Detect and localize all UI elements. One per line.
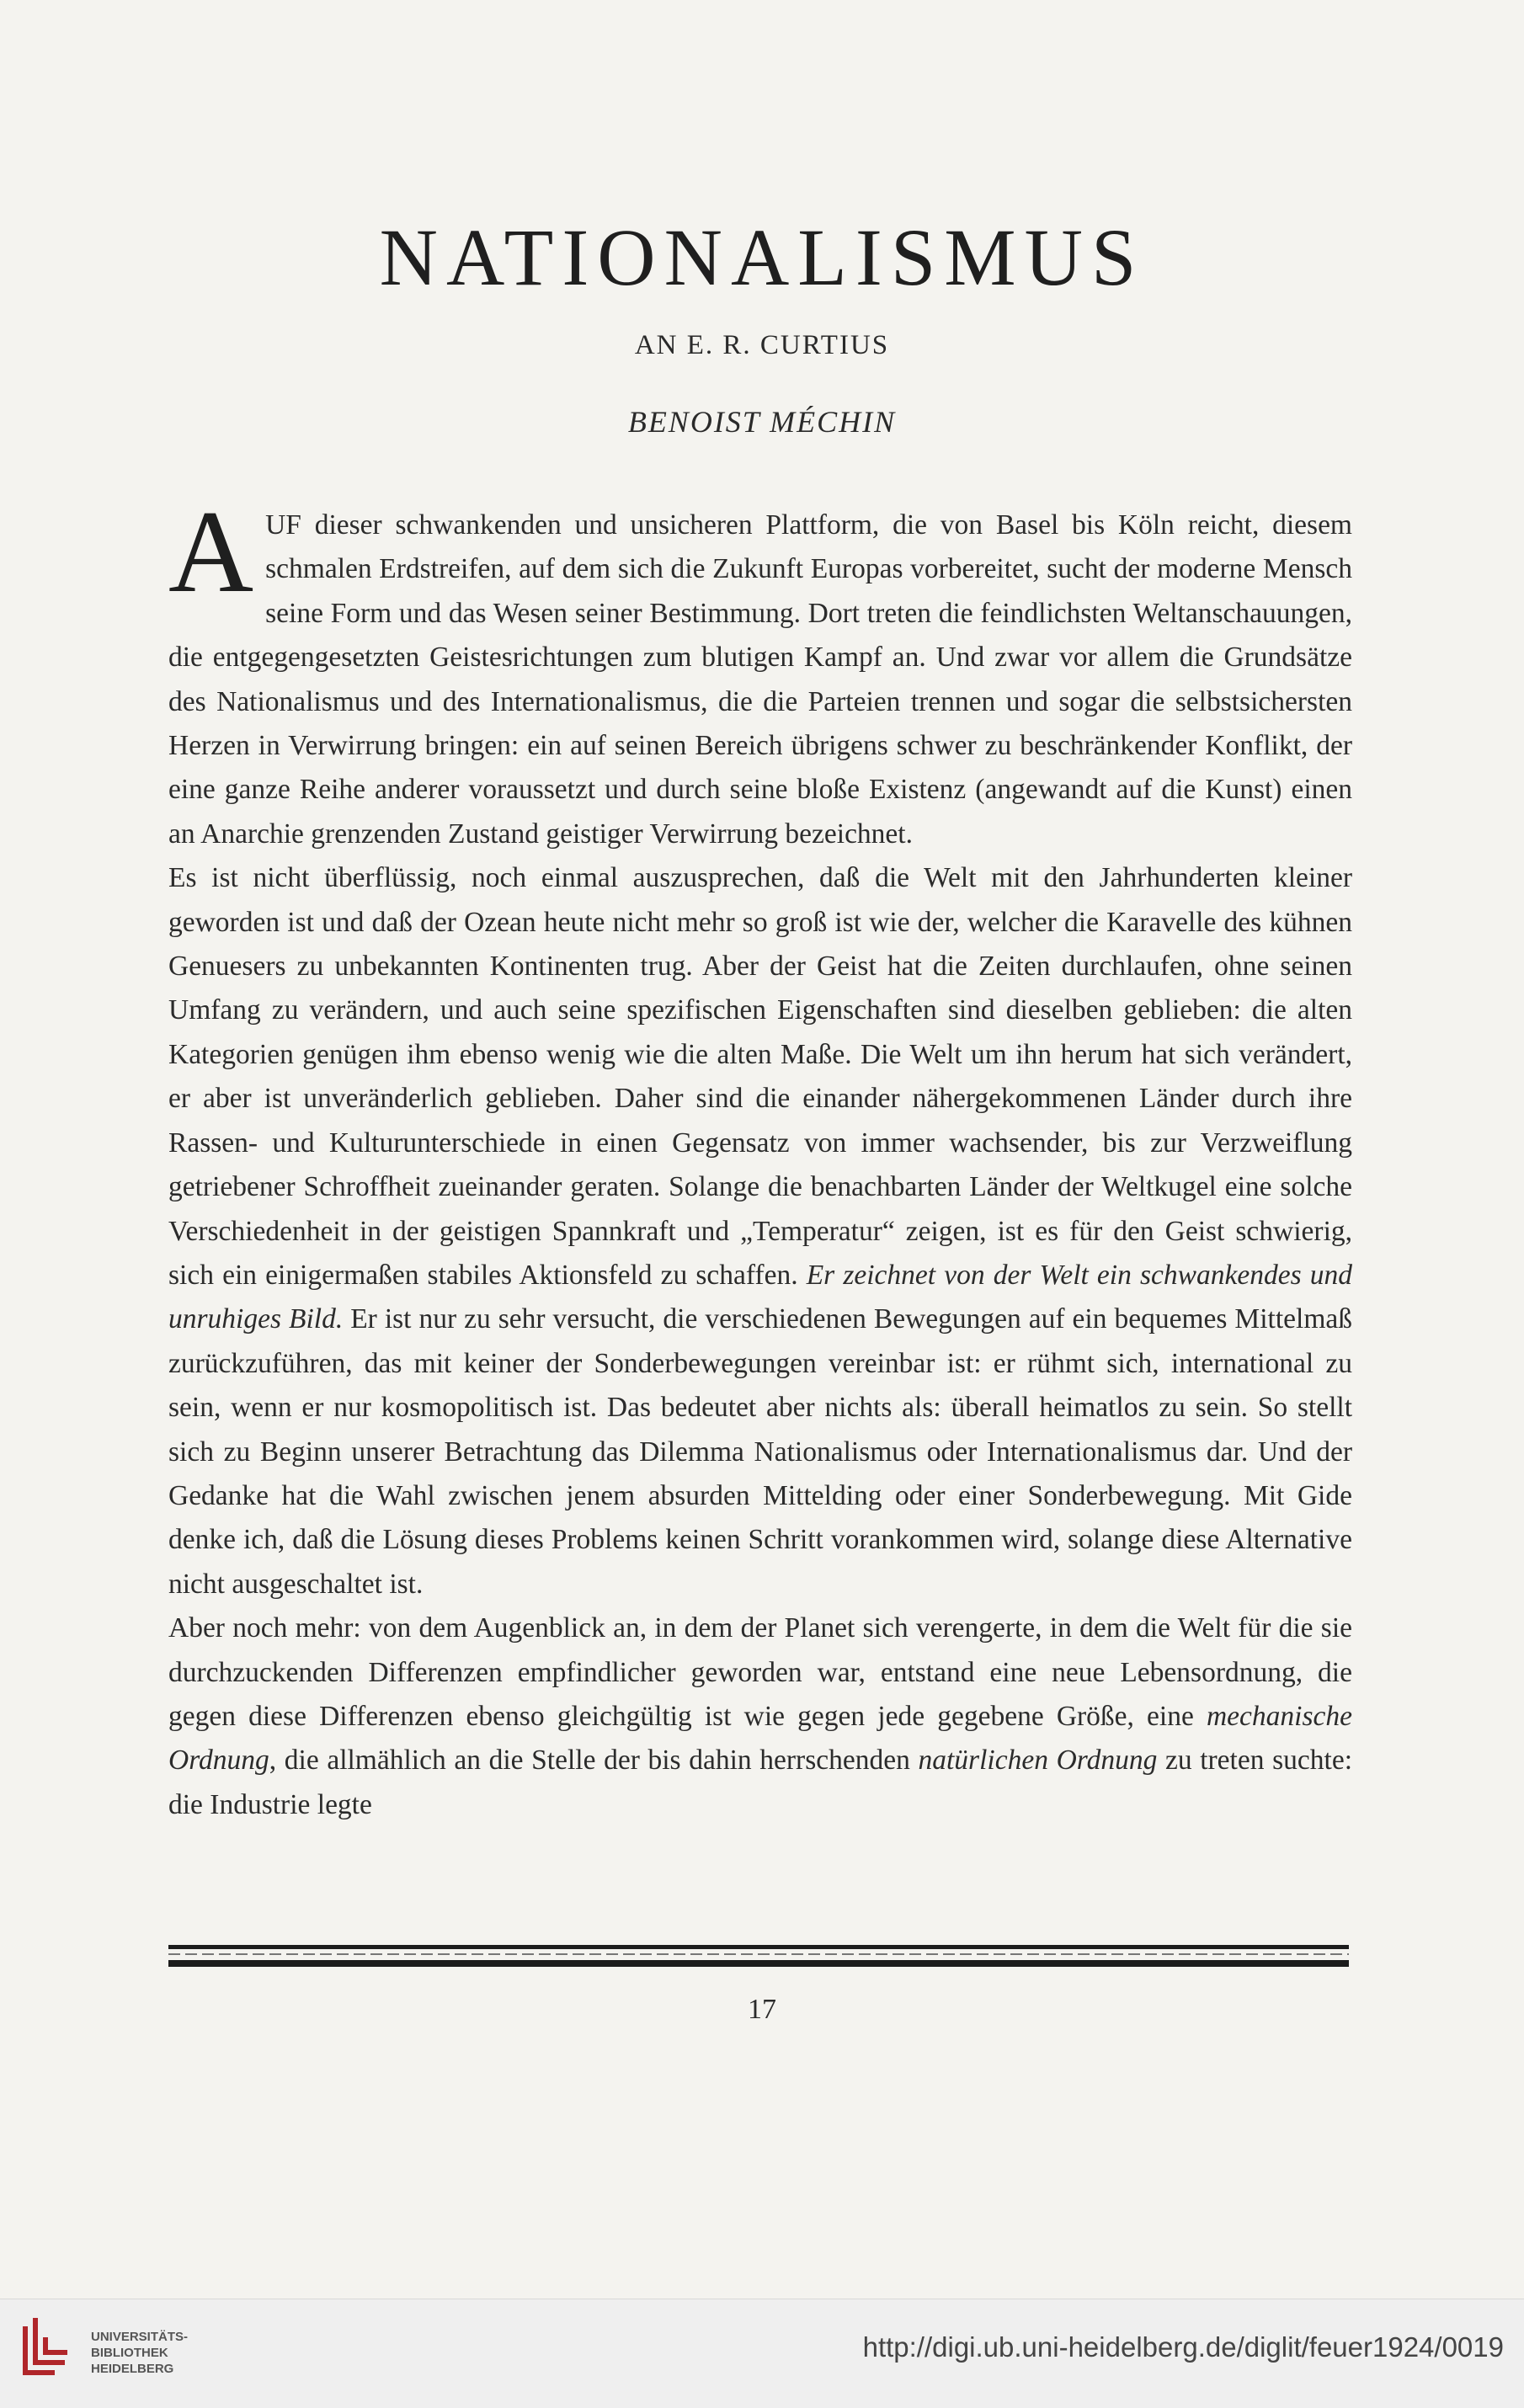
library-name-line: BIBLIOTHEK (91, 2346, 168, 2360)
dedication: AN E. R. CURTIUS (634, 330, 890, 360)
italic-text: Er zeichnet von der Welt ein schwankendes und unruhiges Bild. (168, 1259, 1352, 1335)
library-name-line: UNIVERSITÄTS- (91, 2330, 189, 2344)
paragraph (168, 1606, 1352, 1827)
italic-text: natürlichen Ordnung (918, 1745, 1158, 1777)
paragraph-text: , die allmählich an die Stelle der bis dahin herrschenden (269, 1745, 919, 1777)
source-url-link[interactable]: http://digi.ub.uni-heidelberg.de/diglit/feuer1924/0019 (862, 2331, 1504, 2363)
paragraph-text: Er ist nur zu sehr versucht, die verschiedenen Bewegungen auf ein bequemes Mittelmaß zurückzuführen, das mit keiner der Sonderbewegungen vereinbar ist: er rühmt sich, international zu sein, wenn er nur kosmopolitisch ist. Das bedeutet aber nichts als: überall heimatlos zu sein. So stellt sich zu Beginn unserer Betrachtung das Dilemma Nationalismus oder Internationalismus dar. Und der Gedanke hat die Wahl zwischen jenem absurden Mittelding oder einer Sonderbewegung. Mit Gide denke ich, daß die Lösung dieses Problems keinen Schritt vorankommen wird, solange diese Alternative nicht ausgeschaltet ist. (168, 1303, 1352, 1600)
paragraph-text: Aber noch mehr: von dem Augenblick an, in dem der Planet sich verengerte, in dem die Welt für die sie durchzuckenden Differenzen empfindlicher geworden war, entstand eine neue Lebensordnung, die gegen diese Differenzen ebenso gleichgültig ist wie gegen jede gegebene Größe, eine (168, 1612, 1352, 1732)
article-title: NATIONALISMUS (379, 212, 1145, 302)
paragraph-text: Es ist nicht überflüssig, noch einmal auszusprechen, daß die Welt mit den Jahrhunderten kleiner geworden ist und daß der Ozean heute nicht mehr so groß ist wie der, welcher die Karavelle des kühnen Genuesers zu unbekannten Kontinenten trug. Aber der Geist hat die Zeiten durchlaufen, ohne seinen Umfang zu verändern, und auch seine spezifischen Eigenschaften sind dieselben geblieben: die alten Kategorien genügen ihm ebenso wenig wie die alten Maße. Die Welt um ihn herum hat sich verändert, er aber ist unveränderlich geblieben. Daher sind die einander nähergekommenen Länder durch ihre Rassen- und Kulturunterschiede in einen Gegensatz von immer wachsender, bis zur Verzweiflung getriebener Schroffheit zueinander geraten. Solange die benachbarten Länder der Weltkugel eine solche Verschiedenheit in der geistigen Spannkraft und „Temperatur“ zeigen, ist es für den Geist schwierig, sich ein einigermaßen stabiles Aktionsfeld zu schaffen. (168, 862, 1352, 1291)
library-name-line: HEIDELBERG (91, 2362, 174, 2376)
paragraph-text: zu treten suchte: die Industrie legte (168, 1745, 1352, 1820)
article-body (168, 487, 1352, 1827)
footer-rule-thick (168, 1960, 1349, 1967)
paragraph-text: UF dieser schwankenden und unsicheren Plattform, die von Basel bis Köln reicht, diesem schmalen Erdstreifen, auf dem sich die Zukunft Europas vorbereitet, sucht der moderne Mensch seine Form und das Wesen seiner Bestimmung. Dort treten die feindlichsten Weltanschauungen, die entgegengesetzten Geistesrichtungen zum blutigen Kampf an. Und zwar vor allem die Grundsätze des Nationalismus und des Internationalismus, die die Parteien trennen und sogar die selbstsichersten Herzen in Verwirrung bringen: ein auf seinen Bereich übrigens schwer zu beschränkender Konflikt, der eine ganze Reihe anderer voraussetzt und durch seine bloße Existenz (angewandt auf die Kunst) einen an Anarchie grenzenden Zustand geistiger Verwirrung bezeichnet. (168, 509, 1352, 850)
page-number: 17 (748, 1994, 776, 2025)
drop-cap: A (168, 487, 254, 617)
paragraph (168, 487, 1352, 856)
footer-rule-dotted (168, 1953, 1349, 1955)
footer-rule-thick (168, 1945, 1349, 1949)
italic-text: mechanische Ordnung (168, 1700, 1352, 1777)
author-name: BENOIST MÉCHIN (627, 405, 897, 439)
library-logo-icon[interactable] (8, 2314, 84, 2389)
paragraph (168, 856, 1352, 1606)
library-name (91, 2329, 188, 2377)
